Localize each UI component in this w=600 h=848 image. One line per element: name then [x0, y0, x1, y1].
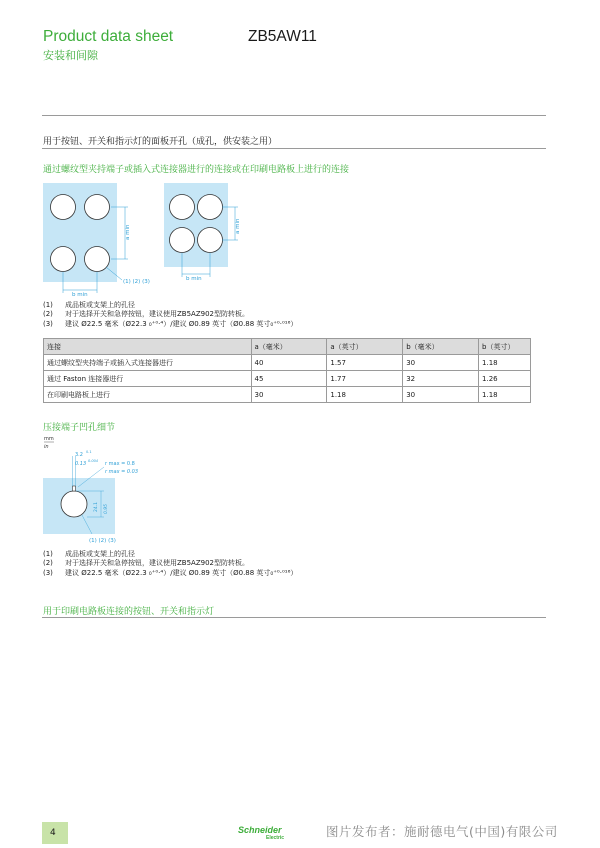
table-row [44, 371, 531, 387]
rmax-in: r max = 0.03 [105, 469, 139, 475]
table-cell: 45 [251, 371, 327, 387]
note-text: 对于选择开关和急停按钮，建议使用ZB5AZ902型防转板。 [65, 559, 249, 568]
table-header: a（毫米） [251, 339, 327, 355]
unit-in: in [44, 444, 49, 450]
b-min-label-right: b min [186, 276, 202, 282]
section3-rule [42, 617, 546, 618]
table-cell: 32 [403, 371, 479, 387]
dimension-table [43, 338, 531, 403]
table-cell: 30 [251, 387, 327, 403]
table-cell: 1.26 [479, 371, 531, 387]
panel-cutout-figure [42, 182, 252, 300]
hole [51, 247, 76, 272]
note-text: 成品板或支架上的孔径 [65, 550, 135, 558]
document-subtitle: 安装和间隙 [43, 49, 98, 62]
table-cell: 30 [403, 355, 479, 371]
note-num: (3) [43, 568, 53, 577]
note-text: 建议 Ø22.5 毫米（Ø22.3 ₀⁺⁰·⁴）/建议 Ø0.89 英寸（Ø0.88 英寸₀⁺⁰·⁰¹⁶） [65, 568, 298, 577]
hole [51, 195, 76, 220]
refs-label-2: (1) (2) (3) [89, 538, 116, 544]
note-text: 成品板或支架上的孔径 [65, 301, 135, 309]
side-in: 0.95 [104, 503, 109, 514]
side-mm: 24.1 [94, 501, 99, 512]
note-num: (2) [43, 559, 53, 568]
hole [170, 228, 195, 253]
dim1-tol: 0.1 [86, 450, 92, 454]
table-cell: 1.18 [479, 355, 531, 371]
notes1 [43, 301, 297, 329]
publisher-watermark: 图片发布者：施耐德电气(中国)有限公司 [326, 824, 558, 839]
brand-logo: Schneider [238, 825, 282, 835]
b-min-label: b min [72, 292, 88, 298]
note-num: (1) [43, 301, 53, 309]
section2-title: 压接端子凹孔细节 [43, 423, 116, 433]
table-header-row [44, 339, 531, 355]
notes2 [43, 550, 297, 578]
table-cell: 通过螺纹型夹持端子或插入式连接器进行 [44, 355, 252, 371]
table-header: 连接 [44, 339, 252, 355]
hole [198, 228, 223, 253]
note-text: 对于选择开关和急停按钮，建议使用ZB5AZ902型防转板。 [65, 310, 249, 319]
dim2-tol: 0.004 [88, 459, 99, 463]
key-notch [73, 486, 76, 491]
product-code: ZB5AW11 [248, 28, 317, 45]
section3-title: 用于印刷电路板连接的按钮、开关和指示灯 [43, 607, 215, 617]
table-cell: 通过 Faston 连接器进行 [44, 371, 252, 387]
refs-label: (1) (2) (3) [123, 279, 150, 285]
dim2-label: 0.13 [75, 461, 87, 467]
table-cell: 1.57 [327, 355, 403, 371]
table-cell: 1.18 [327, 387, 403, 403]
hole [170, 195, 195, 220]
a-min-label-right: a min [235, 218, 241, 234]
dim1-label: 3.2 [75, 452, 83, 458]
hole [85, 195, 110, 220]
note-text: 建议 Ø22.5 毫米（Ø22.3 ₀⁺⁰·⁴）/建议 Ø0.89 英寸（Ø0.88 英寸₀⁺⁰·⁰¹⁶） [65, 319, 298, 328]
table-header: b（毫米） [403, 339, 479, 355]
note-num: (1) [43, 550, 53, 558]
hole [61, 491, 87, 517]
note-num: (3) [43, 319, 53, 328]
page-number: 4 [50, 828, 56, 838]
brand-logo-sub: Electric [266, 835, 285, 841]
header-rule [42, 115, 546, 116]
table-cell: 1.77 [327, 371, 403, 387]
table-header: a（英寸） [327, 339, 403, 355]
table-cell: 40 [251, 355, 327, 371]
a-min-label: a min [125, 224, 131, 240]
hole [198, 195, 223, 220]
table-header: b（英寸） [479, 339, 531, 355]
table-row [44, 387, 531, 403]
rmax-mm: r max = 0.8 [105, 461, 135, 467]
panel-right [164, 183, 228, 267]
note-num: (2) [43, 310, 53, 319]
section1-rule [42, 148, 546, 149]
table-cell: 30 [403, 387, 479, 403]
section1-subtitle: 通过螺纹型夹持端子或插入式连接器进行的连接或在印刷电路板上进行的连接 [43, 165, 350, 175]
hole [85, 247, 110, 272]
table-row [44, 355, 531, 371]
table-cell: 在印刷电路板上进行 [44, 387, 252, 403]
document-title: Product data sheet [43, 28, 174, 45]
section1-title: 用于按钮、开关和指示灯的面板开孔（成孔，供安装之用） [43, 137, 278, 147]
unit-mm: mm [44, 436, 54, 442]
crimp-detail-figure [42, 434, 202, 546]
table-cell: 1.18 [479, 387, 531, 403]
